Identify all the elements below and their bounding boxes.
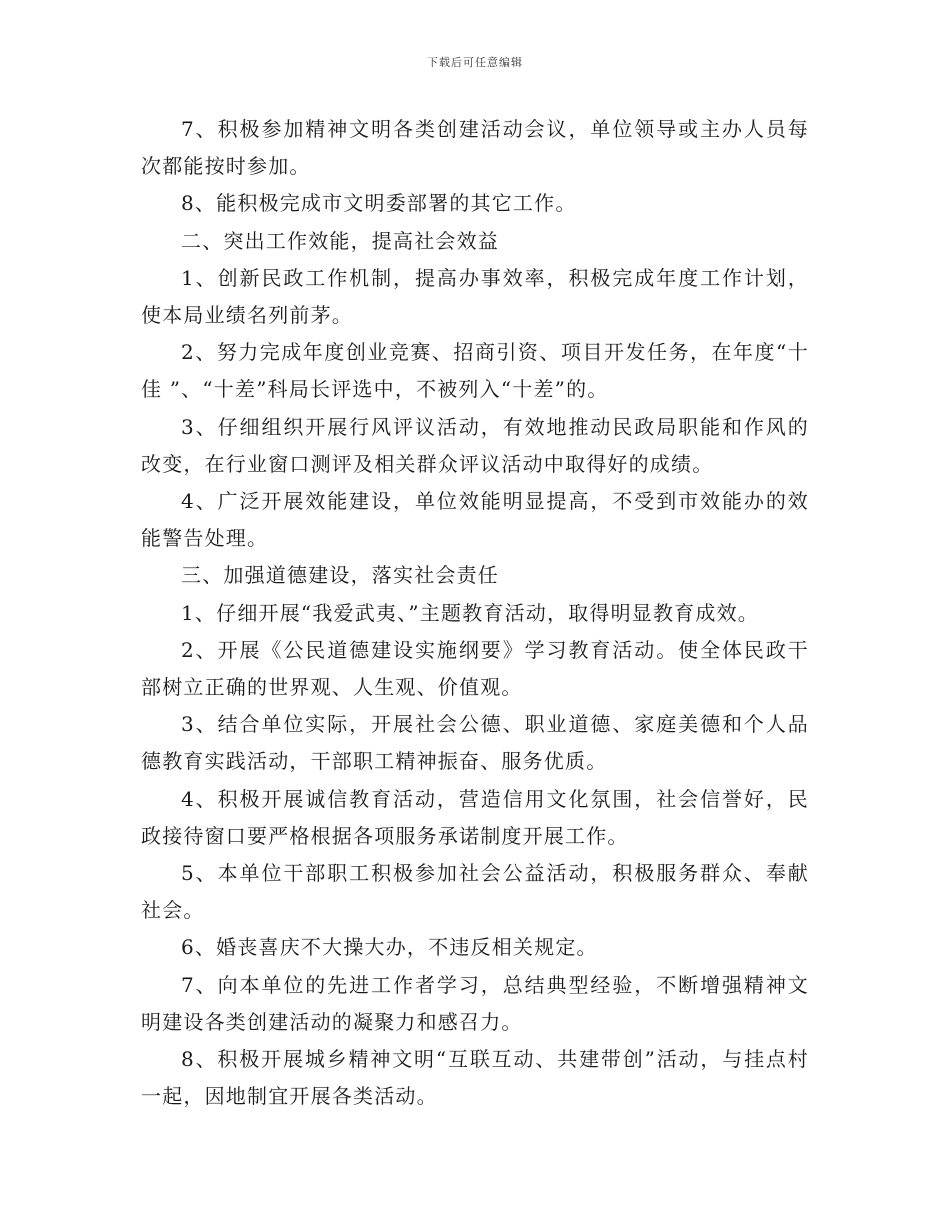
paragraph-8-other-work: 8、能积极完成市文明委部署的其它工作。 xyxy=(181,191,577,216)
paragraph-8-urban-rural: 8、积极开展城乡精神文明“互联互动、共建带创”活动，与挂点村一起，因地制宜开展各类活动。 xyxy=(141,1047,809,1109)
section-heading-morality: 三、加强道德建设，落实社会责任 xyxy=(181,563,499,588)
paragraph-1-theme-education: 1、仔细开展“我爱武夷、”主题教育活动，取得明显教育成效。 xyxy=(181,600,759,625)
paragraph-4-integrity-education: 4、积极开展诚信教育活动，营造信用文化氛围，社会信誉好，民政接待窗口要严格根据各项服务承诺制度开展工作。 xyxy=(141,786,809,848)
paragraph-5-public-welfare: 5、本单位干部职工积极参加社会公益活动，积极服务群众、奉献社会。 xyxy=(141,861,809,923)
paragraph-4-efficiency-building: 4、广泛开展效能建设，单位效能明显提高，不受到市效能办的效能警告处理。 xyxy=(141,489,809,551)
section-heading-efficiency: 二、突出工作效能，提高社会效益 xyxy=(181,228,499,253)
page-header: 下载后可任意编辑 xyxy=(427,56,523,69)
paragraph-7-learn-advanced: 7、向本单位的先进工作者学习，总结典型经验，不断增强精神文明建设各类创建活动的凝聚力和感召力。 xyxy=(141,972,809,1034)
paragraph-2-civic-morality: 2、开展《公民道德建设实施纲要》学习教育活动。使全体民政干部树立正确的世界观、人生观、价值观。 xyxy=(141,637,809,700)
paragraph-1-mechanism: 1、创新民政工作机制，提高办事效率，积极完成年度工作计划，使本局业绩名列前茅。 xyxy=(141,265,809,328)
paragraph-3-style-review: 3、仔细组织开展行风评议活动，有效地推动民政局职能和作风的改变，在行业窗口测评及相关群众评议活动中取得好的成绩。 xyxy=(141,414,809,476)
paragraph-6-ceremonies: 6、婚丧喜庆不大操大办，不违反相关规定。 xyxy=(181,935,598,960)
paragraph-2-competition: 2、努力完成年度创业竞赛、招商引资、项目开发任务，在年度“十佳 ”、“十差”科局长评选中，不被列入“十差”的。 xyxy=(141,340,809,402)
paragraph-3-practice-activities: 3、结合单位实际，开展社会公德、职业道德、家庭美德和个人品德教育实践活动，干部职工精神振奋、服务优质。 xyxy=(141,712,809,774)
paragraph-7-meeting-attendance: 7、积极参加精神文明各类创建活动会议，单位领导或主办人员每次都能按时参加。 xyxy=(141,117,809,179)
document-body xyxy=(141,111,809,1115)
